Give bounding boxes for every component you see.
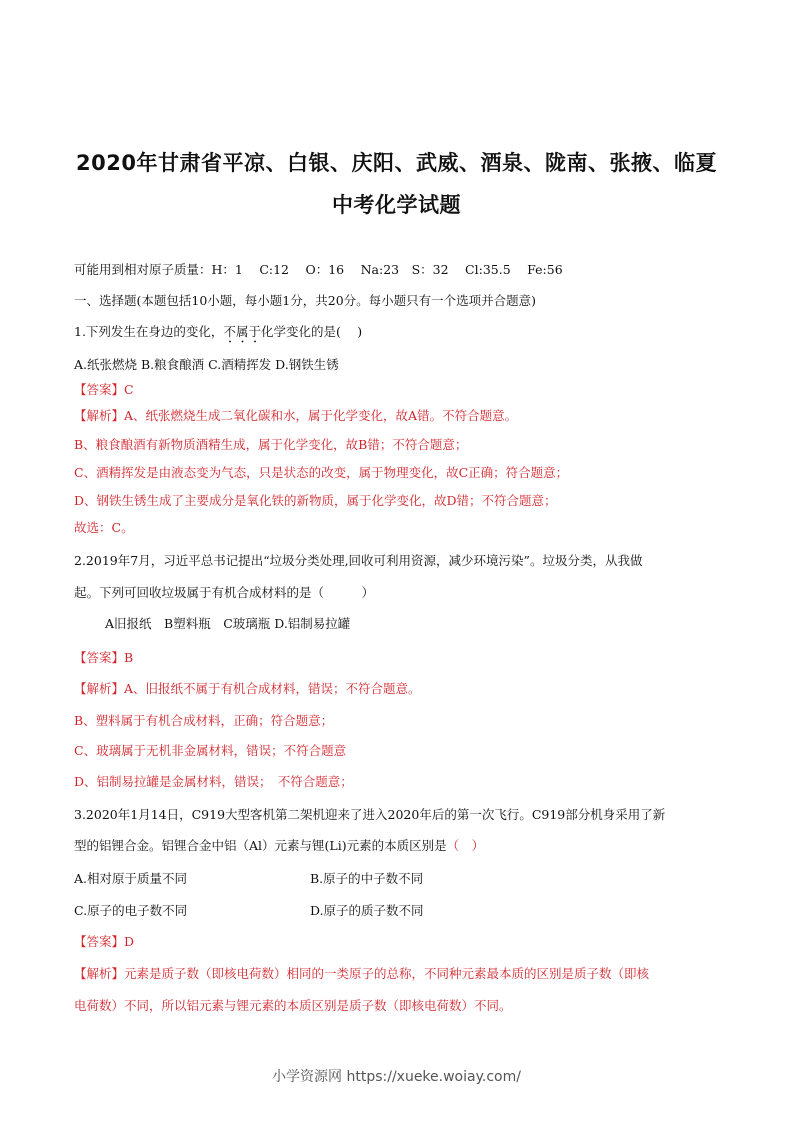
section-heading: 一、选择题(本题包括10小题，每小题1分，共20分。每小题只有一个选项并合题意) bbox=[74, 293, 537, 308]
q1-options: A.纸张燃烧 B.粮食酿酒 C.酒精挥发 D.钢铁生锈 bbox=[74, 357, 339, 372]
q1-analysis-a: 【解析】A、纸张燃烧生成二氧化碳和水，属于化学变化，故A错。不符合题意。 bbox=[74, 408, 518, 423]
q1-analysis-c: C、酒精挥发是由液态变为气态，只是状态的改变，属于物理变化，故C正确；符合题意； bbox=[74, 465, 569, 480]
q3-option-b: B.原子的中子数不同 bbox=[310, 871, 424, 886]
q1-conclusion: 故选：C。 bbox=[74, 520, 134, 535]
q2-analysis-d: D、铝制易拉罐是金属材料，错误； 不符合题意； bbox=[74, 774, 353, 789]
q1-analysis-b: B、粮食酿酒有新物质酒精生成，属于化学变化，故B错；不符合题意； bbox=[74, 437, 468, 452]
q3-analysis-line-2: 电荷数）不同，所以铝元素与锂元素的本质区别是质子数（即核电荷数）不同。 bbox=[74, 998, 512, 1013]
q3-analysis-line-1: 【解析】元素是质子数（即核电荷数）相同的一类原子的总称，不同种元素最本质的区别是质子数（即核 bbox=[74, 966, 650, 981]
q1-answer: 【答案】C bbox=[74, 382, 134, 397]
q2-analysis-b: B、塑料属于有机合成材料，正确；符合题意； bbox=[74, 713, 334, 728]
q1-stem: 1.下列发生在身边的变化，不属于化学变化的是( ) bbox=[74, 324, 363, 339]
q3-option-d: D.原子的质子数不同 bbox=[310, 903, 424, 918]
q1-emphasis: 不属于 bbox=[223, 324, 261, 339]
q3-stem-line-2: 型的铝锂合金。铝锂合金中铝（Al）元素与锂(Li)元素的本质区别是（ ） bbox=[74, 838, 485, 853]
q2-answer: 【答案】B bbox=[74, 650, 134, 665]
q3-option-c: C.原子的电子数不同 bbox=[74, 903, 188, 918]
q2-stem-line-2: 起。下列可回收垃圾属于有机合成材料的是（ ） bbox=[74, 585, 375, 600]
q3-answer: 【答案】D bbox=[74, 934, 135, 949]
title-line-2: 中考化学试题 bbox=[332, 193, 461, 217]
q2-analysis-c: C、玻璃属于无机非金属材料，错误；不符合题意 bbox=[74, 743, 347, 758]
q2-stem-line-1: 2.2019年7月，习近平总书记提出“垃圾分类处理,回收可利用资源，减少环境污染”。垃圾分类，从我做 bbox=[74, 553, 643, 568]
atomic-masses: 可能用到相对原子质量：H：1 C:12 O：16 Na:23 S：32 Cl:35.5 Fe:56 bbox=[74, 262, 563, 277]
q1-analysis-d: D、钢铁生锈生成了主要成分是氧化铁的新物质，属于化学变化，故D错；不符合题意； bbox=[74, 493, 557, 508]
q3-stem-line-1: 3.2020年1月14日，C919大型客机第二架机迎来了进入2020年后的第一次飞行。C919部分机身采用了新 bbox=[74, 807, 666, 822]
footer-watermark: 小学资源网 https://xueke.woiay.com/ bbox=[272, 1069, 521, 1085]
title-line-1: 2020年甘肃省平凉、白银、庆阳、武威、酒泉、陇南、张掖、临夏 bbox=[76, 151, 717, 175]
q2-analysis-a: 【解析】A、旧报纸不属于有机合成材料，错误；不符合题意。 bbox=[74, 681, 421, 696]
q3-option-a: A.相对原于质量不同 bbox=[74, 871, 188, 886]
q2-options: A旧报纸 B塑料瓶 C玻璃瓶 D.铝制易拉罐 bbox=[105, 616, 351, 631]
